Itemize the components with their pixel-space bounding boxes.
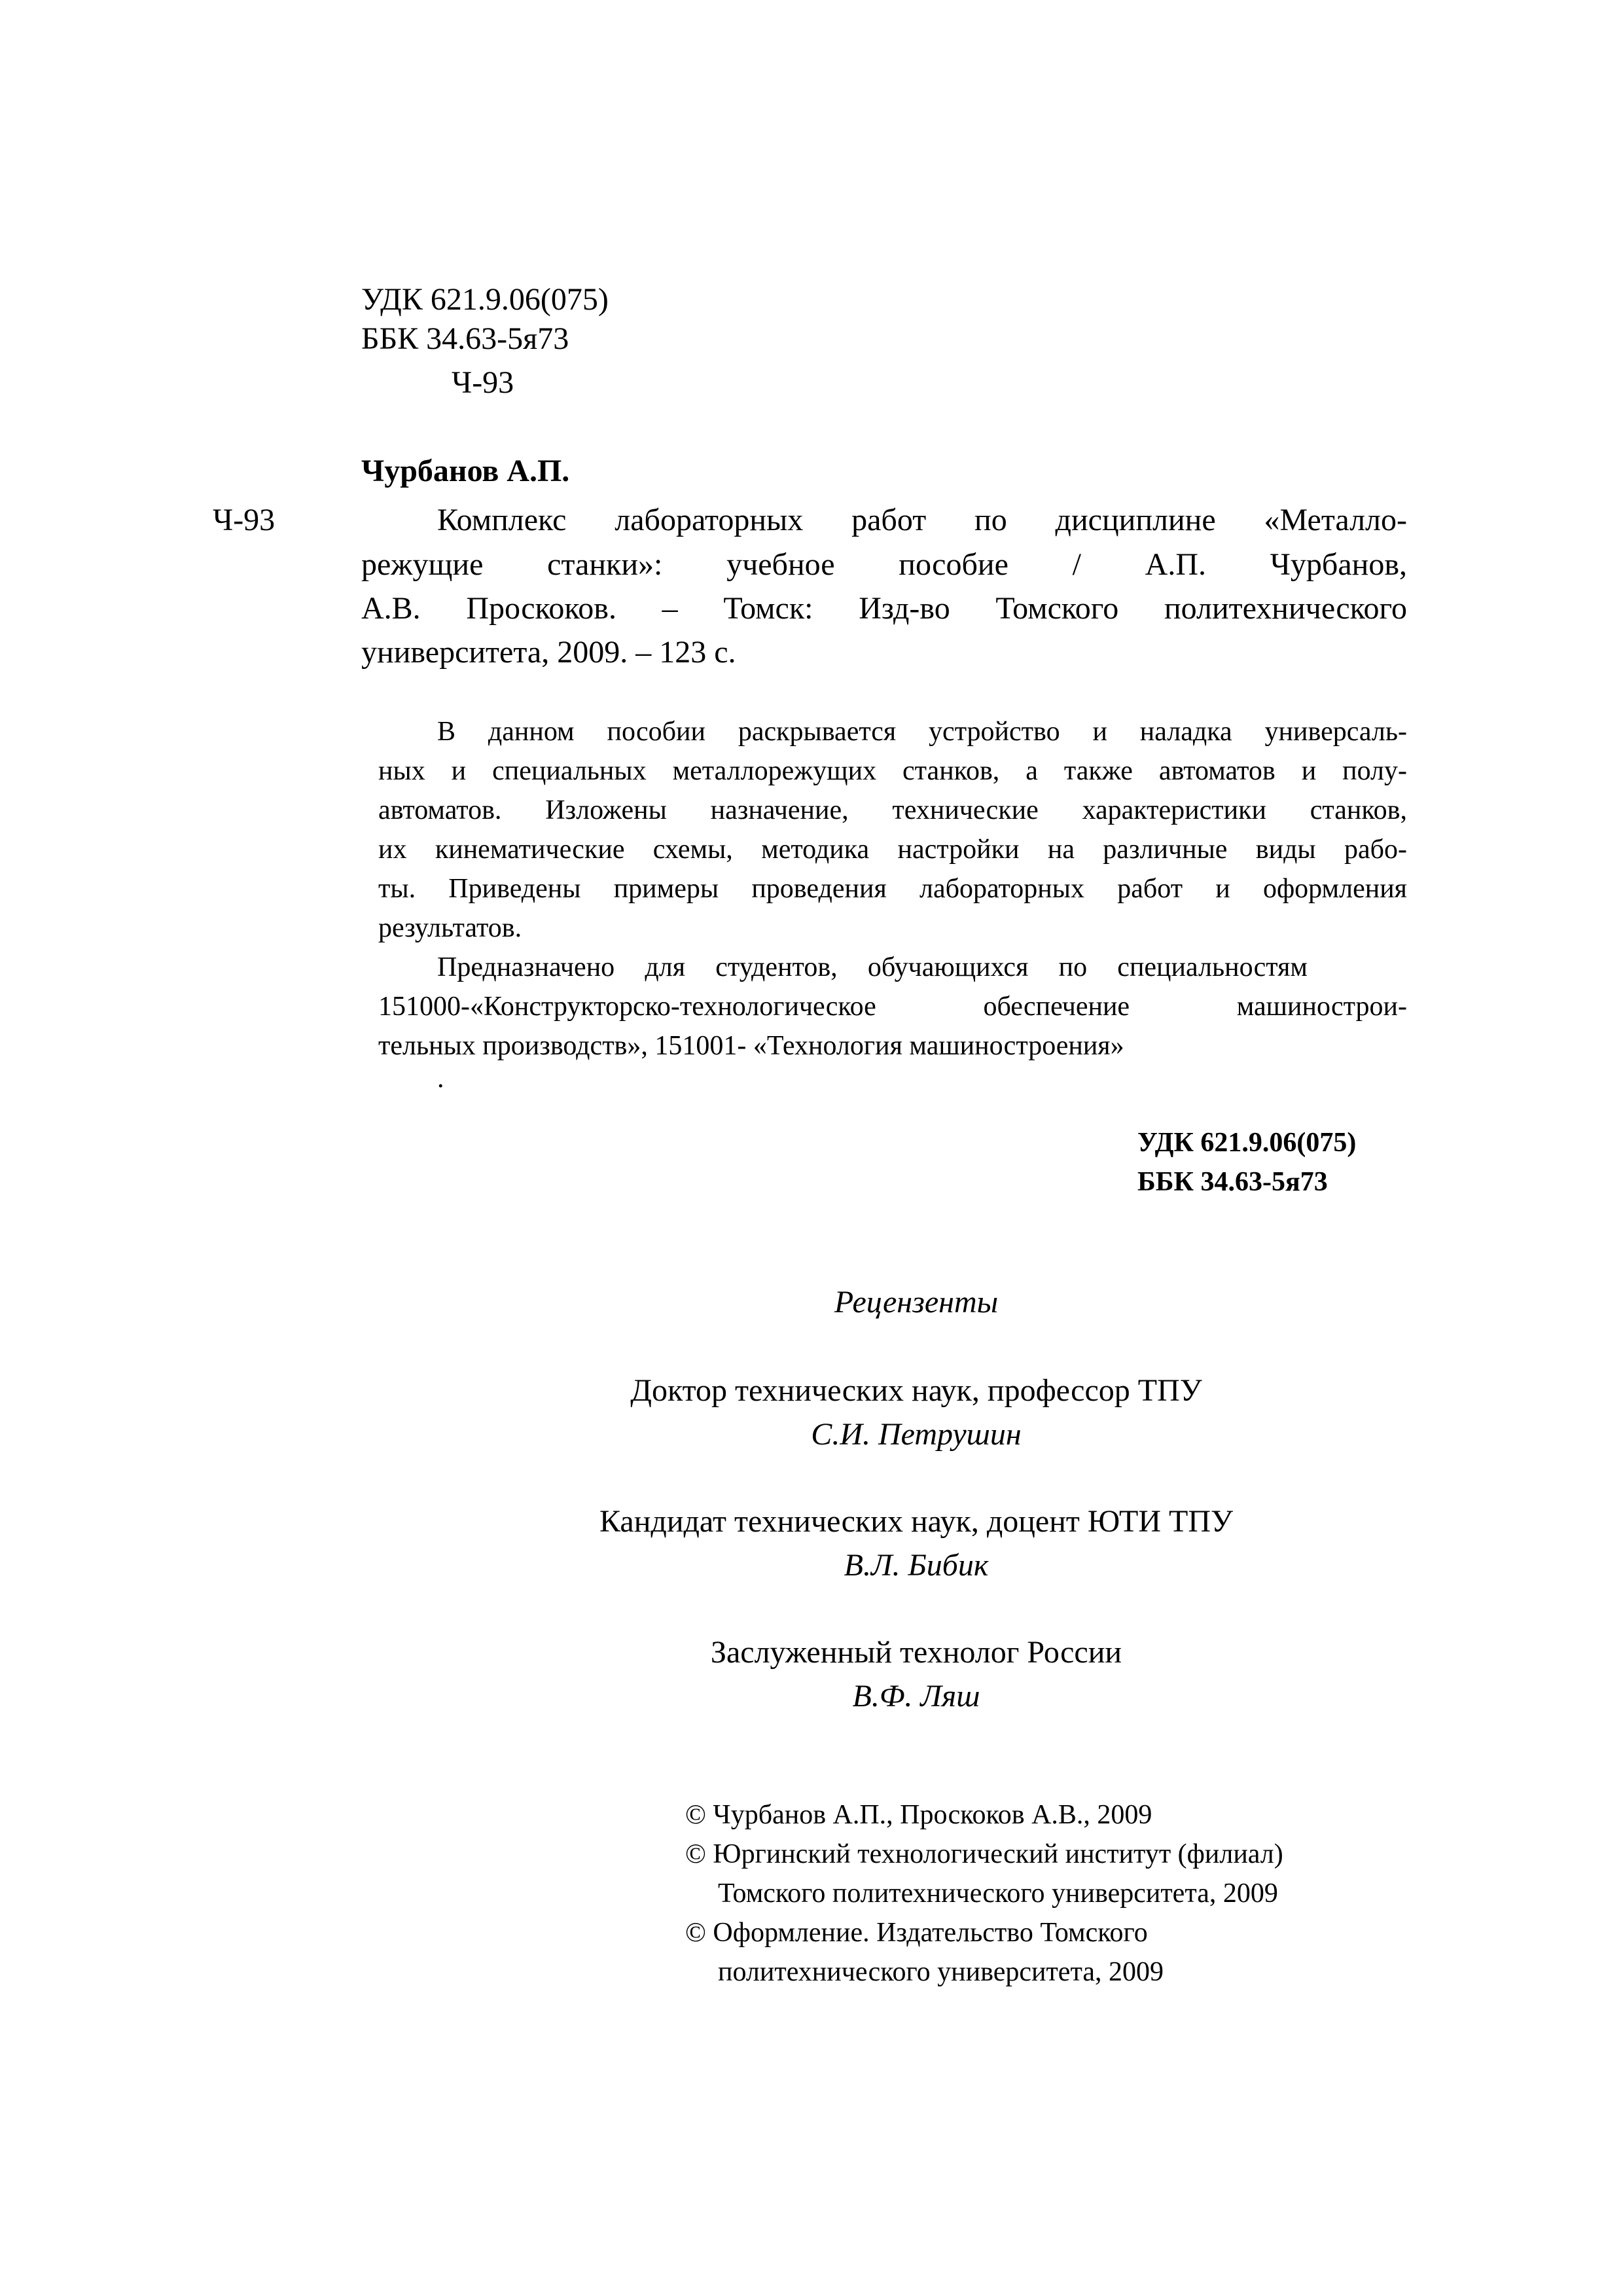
reviewer-title: Кандидат технических наук, доцент ЮТИ ТПУ xyxy=(599,1504,1233,1539)
reviewer-name: В.Ф. Ляш xyxy=(852,1679,980,1713)
abstract-line: ты. Приведены примеры проведения лабораторных работ и оформления xyxy=(378,874,1407,904)
bbk-code: ББК 34.63-5я73 xyxy=(361,321,569,356)
reviewer-title: Доктор технических наук, профессор ТПУ xyxy=(630,1373,1202,1408)
copyright-line: © Чурбанов А.П., Проскоков А.В., 2009 xyxy=(685,1800,1152,1830)
copyright-line: Томского политехнического университета, 2009 xyxy=(718,1878,1278,1909)
author-sign-code: Ч-93 xyxy=(452,365,514,400)
abstract-line: Предназначено для студентов, обучающихся по специальностям xyxy=(437,952,1308,982)
abstract-line: тельных производств», 151001- «Технология машиностроения» xyxy=(378,1031,1124,1061)
reviewer-name: С.И. Петрушин xyxy=(811,1417,1022,1452)
udk-footer: УДК 621.9.06(075) xyxy=(1137,1128,1357,1158)
abstract-line: их кинематические схемы, методика настройки на различные виды рабо- xyxy=(378,834,1407,865)
udk-code: УДК 621.9.06(075) xyxy=(361,282,609,317)
citation-line: режущие станки»: учебное пособие / А.П. Чурбанов, xyxy=(361,547,1407,582)
abstract-line: 151000-«Конструкторско-технологическое обеспечение машинострои- xyxy=(378,992,1407,1022)
abstract-line: ных и специальных металлорежущих станков, а также автоматов и полу- xyxy=(378,756,1407,786)
citation-line: Комплекс лабораторных работ по дисциплине «Металло- xyxy=(437,503,1407,537)
abstract-line: . xyxy=(437,1064,444,1094)
author-name: Чурбанов А.П. xyxy=(361,454,570,488)
copyright-line: © Юргинский технологический институт (филиал) xyxy=(685,1839,1283,1869)
copyright-line: © Оформление. Издательство Томского xyxy=(685,1918,1148,1948)
reviewer-name: В.Л. Бибик xyxy=(844,1548,989,1583)
citation-line: А.В. Проскоков. – Томск: Изд-во Томского политехнического xyxy=(361,591,1407,626)
abstract-line: В данном пособии раскрывается устройство и наладка универсаль- xyxy=(437,717,1407,747)
abstract-line: автоматов. Изложены назначение, технические характеристики станков, xyxy=(378,795,1407,825)
abstract-line: результатов. xyxy=(378,913,522,943)
bbk-footer: ББК 34.63-5я73 xyxy=(1137,1167,1328,1197)
copyright-line: политехнического университета, 2009 xyxy=(718,1957,1164,1987)
reviewer-title: Заслуженный технолог России xyxy=(710,1635,1122,1670)
margin-code: Ч-93 xyxy=(213,503,276,537)
citation-line: университета, 2009. – 123 с. xyxy=(361,635,736,670)
reviewers-heading: Рецензенты xyxy=(834,1285,999,1319)
